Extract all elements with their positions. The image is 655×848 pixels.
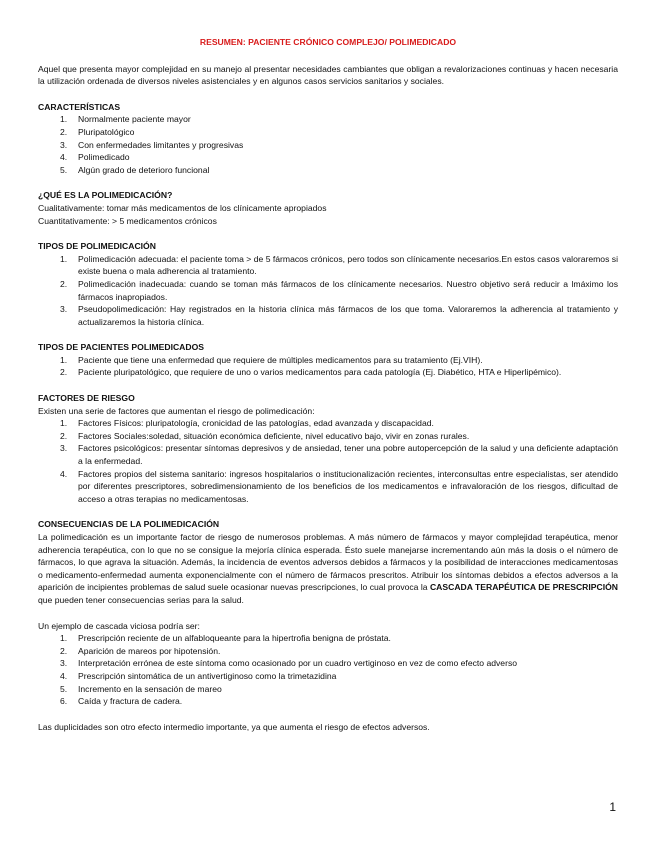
cascada-heading: Un ejemplo de cascada viciosa podría ser: xyxy=(38,620,200,631)
list-item: 3. Interpretación errónea de este síntoma como ocasionado por un cuadro vertiginoso en vez de como efecto adverso xyxy=(60,658,518,669)
section-factores xyxy=(38,392,618,505)
document-body xyxy=(38,36,618,733)
section-tipos-pacientes xyxy=(38,341,618,379)
list-item: 3. Con enfermedades limitantes y progresivas xyxy=(60,139,244,150)
section-heading: FACTORES DE RIESGO xyxy=(38,393,135,404)
section-tipos xyxy=(38,240,618,328)
list-item: 5. Algún grado de deterioro funcional xyxy=(60,164,210,175)
list-item: 2. Factores Sociales:soledad, situación económica deficiente, nivel educativo bajo, vivir en zonas rurales. xyxy=(60,430,470,441)
intro-paragraph: Aquel que presenta mayor complejidad en su manejo al presentar necesidades cambiantes que obligan a revalorizaciones continuas y hacen necesaria la utilización ordenada de diversos niveles asistenciales y en algunos casos servicios sanitarios y sociales. xyxy=(38,63,618,87)
list-item: 2. Polimedicación inadecuada: cuando se toman más fármacos de los clínicamente necesarios. Nuestro objetivo será reducir a lmáximo los fármacos inapropiados. xyxy=(60,278,618,302)
list-item: 1. Paciente que tiene una enfermedad que requiere de múltiples medicamentos para su tratamiento (Ej.VIH). xyxy=(60,354,483,365)
section-heading: CARACTERÍSTICAS xyxy=(38,101,121,112)
list-item: 2. Paciente pluripatológico, que requiere de uno o varios medicamentos para cada patología (Ej. Diabético, HTA e Hiperlipémico). xyxy=(60,367,562,378)
section-closing xyxy=(38,721,618,734)
section-heading: TIPOS DE POLIMEDICACIÓN xyxy=(38,241,156,252)
section-cascada-ejemplo xyxy=(38,620,618,708)
cascada-list xyxy=(38,632,618,708)
page-number: 1 xyxy=(609,800,616,815)
caracteristicas-list xyxy=(38,113,618,176)
tipos-list xyxy=(38,253,618,329)
cascada-term: CASCADA TERAPÉUTICA DE PRESCRIPCIÓN xyxy=(429,582,618,593)
section-heading: CONSECUENCIAS DE LA POLIMEDICACIÓN xyxy=(38,519,220,530)
list-item: 3. Factores psicológicos: presentar síntomas depresivos y de ansiedad, tener una pobre autopercepción de la salud y una deficiente adaptación a la enfermedad. xyxy=(60,443,618,467)
factores-list xyxy=(38,417,618,505)
list-item: 1. Normalmente paciente mayor xyxy=(60,114,191,125)
factores-intro: Existen una serie de factores que aumentan el riesgo de polimedicación: xyxy=(38,405,315,416)
closing-paragraph: Las duplicidades son otro efecto intermedio importante, ya que aumenta el riesgo de efectos adversos. xyxy=(38,721,430,732)
section-caracteristicas xyxy=(38,101,618,177)
definition-cualitativa: Cualitativamente: tomar más medicamentos de los clínicamente apropiados xyxy=(38,202,327,213)
section-consecuencias xyxy=(38,518,618,606)
list-item: 2. Aparición de mareos por hipotensión. xyxy=(60,645,221,656)
list-item: 4. Factores propios del sistema sanitario: ingresos hospitalarios o institucionalización recientes, interconsultas entre especialistas, ser atendido por diferentes prescriptores, sobredimensionamiento de los beneficios de los medicamentos e infravaloración de los riesgos, dificultad de acceso a otras terapias no medicamentosas. xyxy=(60,468,618,504)
list-item: 4. Prescripción sintomática de un antivertiginoso como la trimetazidina xyxy=(60,670,337,681)
tipos-pacientes-list xyxy=(38,354,618,379)
list-item: 6. Caída y fractura de cadera. xyxy=(60,696,183,707)
list-item: 5. Incremento en la sensación de mareo xyxy=(60,683,222,694)
list-item: 4. Polimedicado xyxy=(60,152,130,163)
list-item: 1. Factores Físicos: pluripatología, cronicidad de las patologías, edad avanzada y discapacidad. xyxy=(60,418,434,429)
section-heading: ¿QUÉ ES LA POLIMEDICACIÓN? xyxy=(38,190,173,201)
section-heading: TIPOS DE PACIENTES POLIMEDICADOS xyxy=(38,342,205,353)
list-item: 1. Polimedicación adecuada: el paciente toma > de 5 fármacos crónicos, pero todos son clínicamente necesarios.En estos casos valoraremos si existe buena o mala adherencia al tratamiento. xyxy=(60,253,618,277)
section-que-es xyxy=(38,189,618,227)
list-item: 1. Prescripción reciente de un alfabloqueante para la hipertrofia benigna de próstata. xyxy=(60,633,391,644)
list-item: 3. Pseudopolimedicación: Hay registrados en la historia clínica más fármacos de los que toma. Valoraremos la adherencia al tratamiento y actualizaremos la historia clínica. xyxy=(60,304,618,327)
definition-cuantitativa: Cuantitativamente: > 5 medicamentos crónicos xyxy=(38,215,217,226)
consecuencias-paragraph: La polimedicación es un importante factor de riesgo de numerosos problemas. A más número de fármacos y mayor complejidad terapéutica, menor adherencia terapéutica, con lo que no se consigue la mejoría clínica esperada. Ésto suele manejarse incrementando aún más la dosis o el número de fármacos, lo que agrava la situación. Además, la incidencia de eventos adversos debidos a fármacos y la posibilidad de interacciones medicamentosas o medicamento-enfermedad aumenta exponencialmente con el número de fármacos prescritos. Atribuir los síntomas debidos a efectos adversos a la aparición de incipientes problemas de salud suele ocasionar nuevas prescripciones, lo cual provoca la CASCADA TERAPÉUTICA DE PRESCRIPCIÓN que pueden tener consecuencias serias para la salud. xyxy=(38,532,618,605)
list-item: 2. Pluripatológico xyxy=(60,126,135,137)
document-title: RESUMEN: PACIENTE CRÓNICO COMPLEJO/ POLIMEDICADO xyxy=(199,37,457,47)
